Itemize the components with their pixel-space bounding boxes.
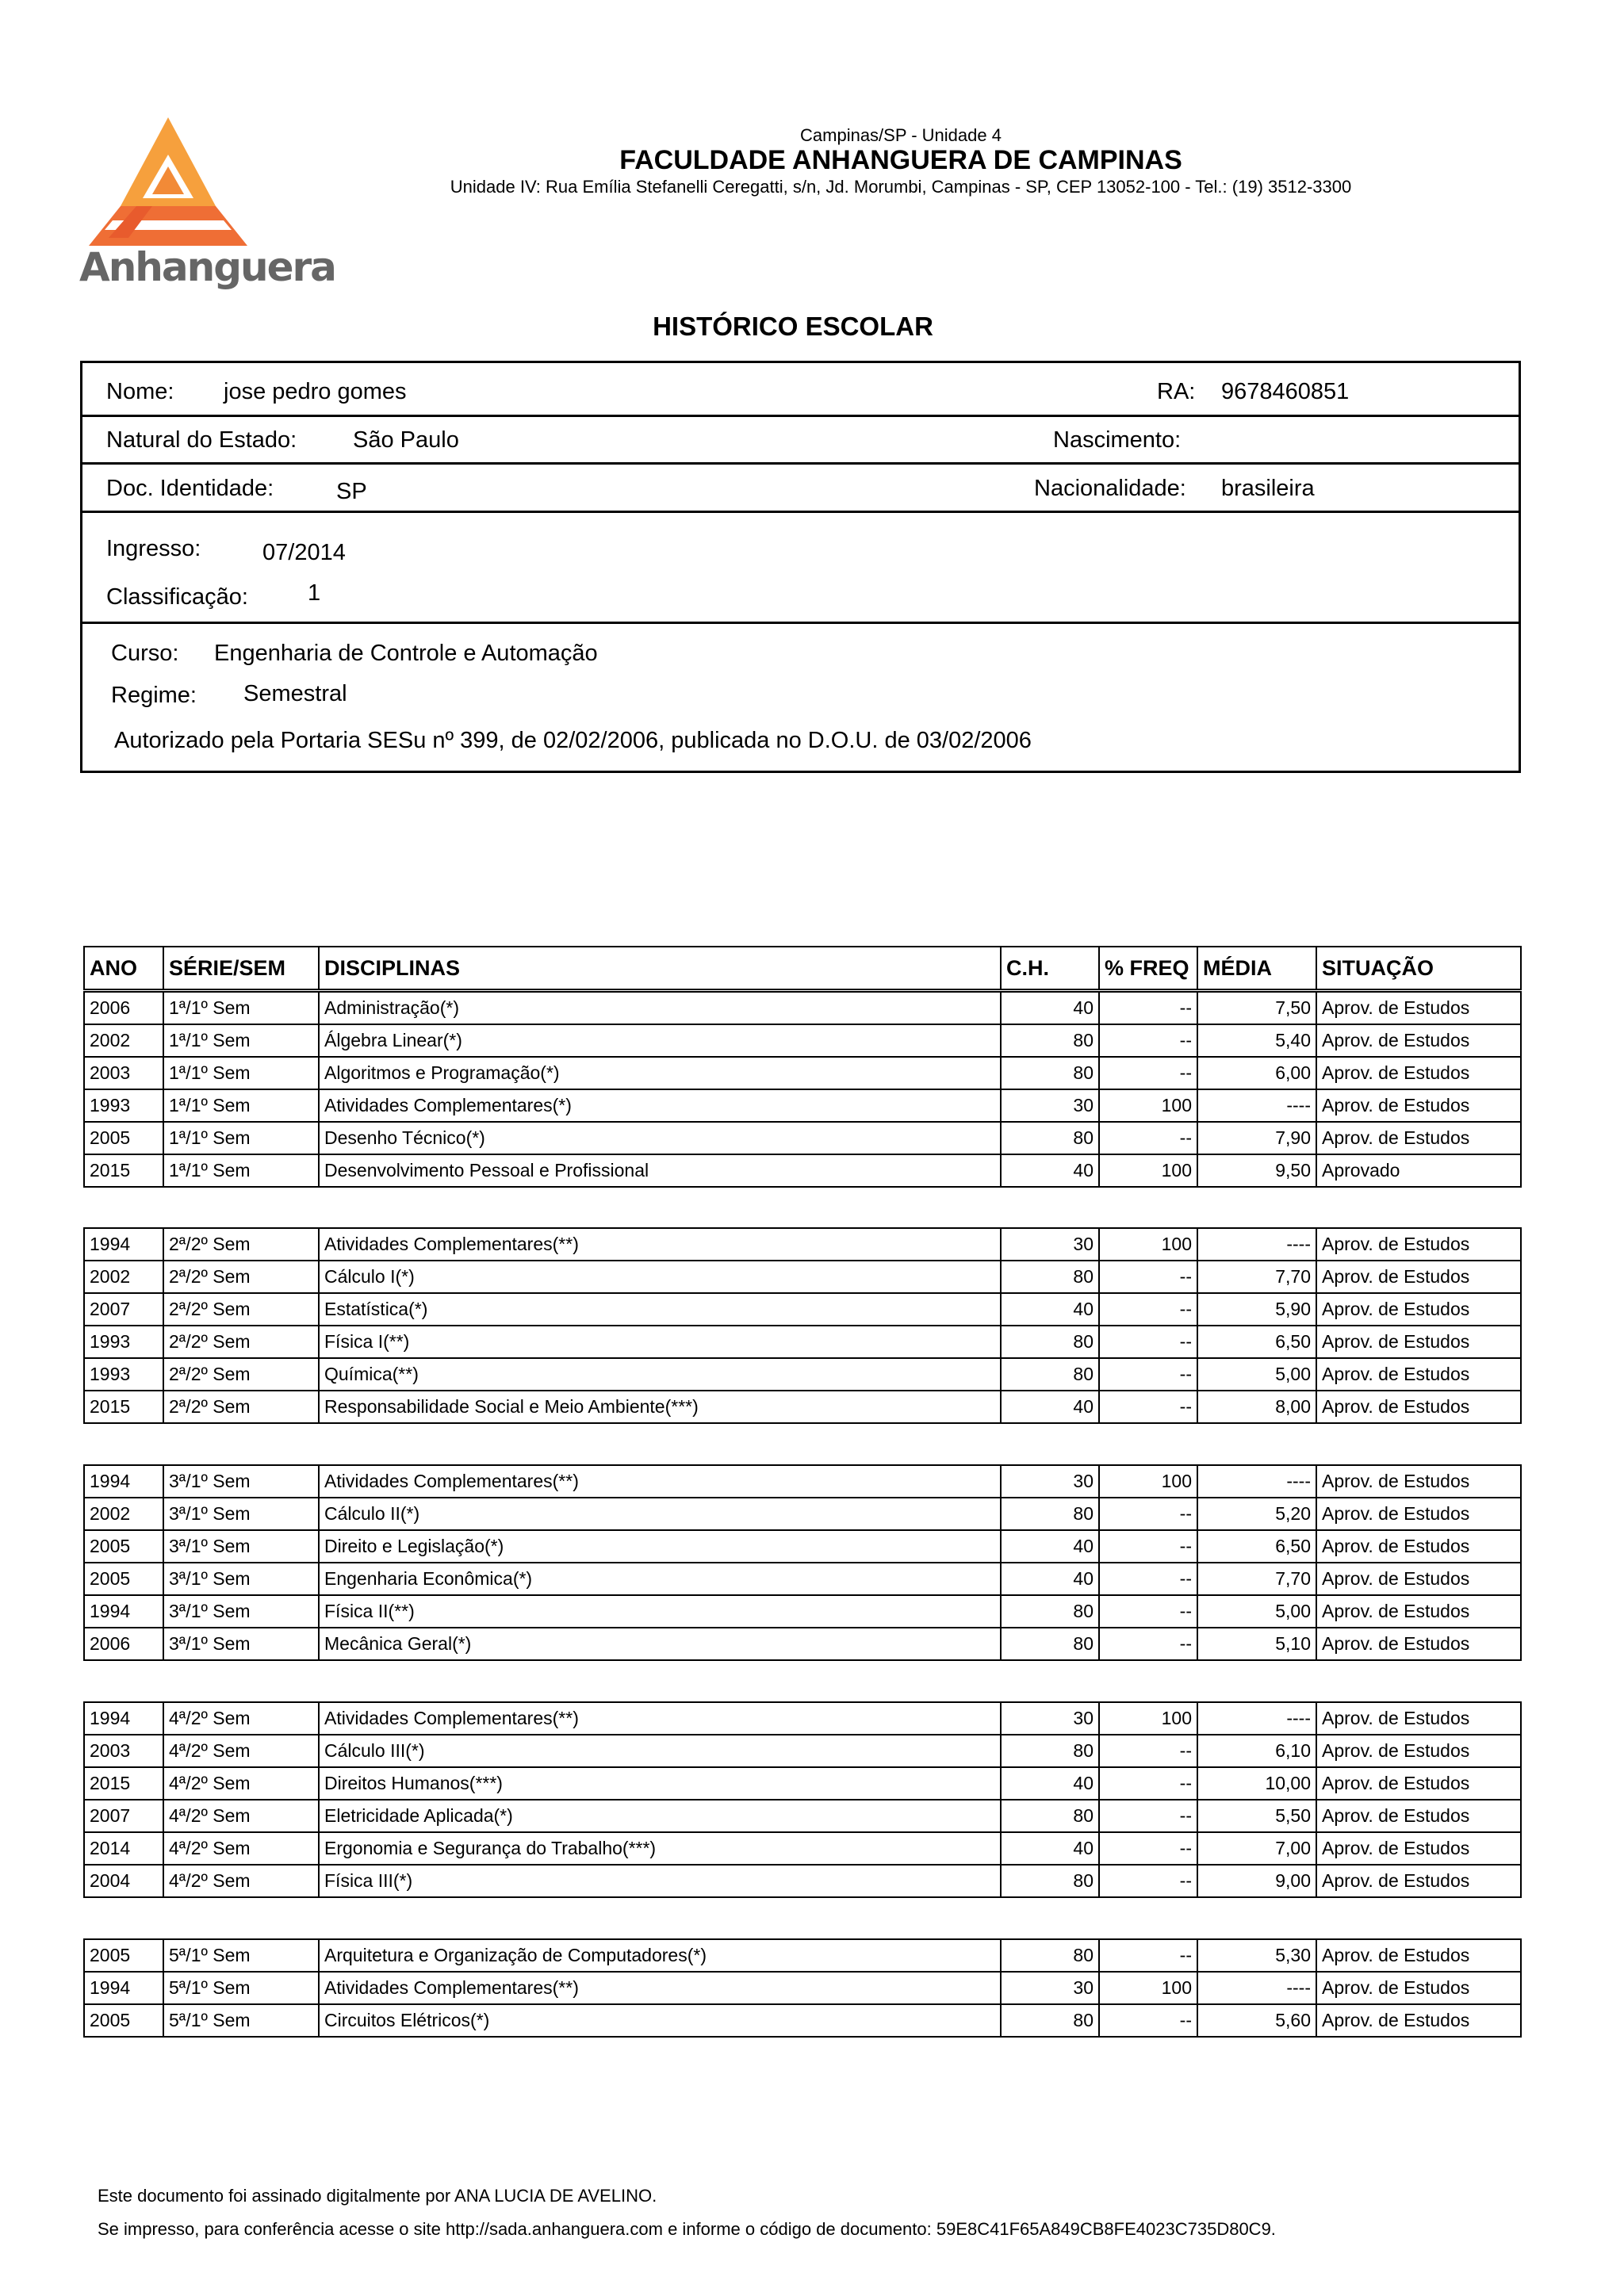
- cell-status: Aprov. de Estudos: [1316, 1391, 1521, 1423]
- cell-status: Aprov. de Estudos: [1316, 1498, 1521, 1530]
- cell-discipline: Administração(*): [319, 992, 1001, 1024]
- cell-attendance: --: [1099, 1939, 1197, 1972]
- cell-discipline: Física II(**): [319, 1595, 1001, 1628]
- cell-term: 4ª/2º Sem: [163, 1865, 319, 1897]
- cell-grade: 5,30: [1197, 1939, 1316, 1972]
- cell-year: 1994: [84, 1972, 163, 2004]
- cell-year: 2014: [84, 1832, 163, 1865]
- cell-discipline: Estatística(*): [319, 1293, 1001, 1326]
- cell-grade: 5,90: [1197, 1293, 1316, 1326]
- cell-grade: 5,10: [1197, 1628, 1316, 1660]
- cell-status: Aprov. de Estudos: [1316, 1358, 1521, 1391]
- table-row: [84, 1939, 1521, 1972]
- table-row: [84, 1057, 1521, 1089]
- cell-grade: ----: [1197, 1228, 1316, 1261]
- cell-discipline: Física III(*): [319, 1865, 1001, 1897]
- semester-group-4: [83, 1701, 1522, 1898]
- cell-term: 4ª/2º Sem: [163, 1800, 319, 1832]
- cell-term: 5ª/1º Sem: [163, 1939, 319, 1972]
- cell-status: Aprov. de Estudos: [1316, 1767, 1521, 1800]
- cell-grade: ----: [1197, 1972, 1316, 2004]
- semester-group-3: [83, 1464, 1522, 1661]
- cell-year: 2002: [84, 1024, 163, 1057]
- cell-term: 5ª/1º Sem: [163, 2004, 319, 2037]
- table-row: [84, 1154, 1521, 1187]
- cell-term: 1ª/1º Sem: [163, 1024, 319, 1057]
- cell-attendance: --: [1099, 2004, 1197, 2037]
- cell-year: 2005: [84, 1563, 163, 1595]
- cell-status: Aprov. de Estudos: [1316, 1057, 1521, 1089]
- cell-year: 1994: [84, 1465, 163, 1498]
- student-rank: 1: [308, 580, 321, 606]
- cell-discipline: Mecânica Geral(*): [319, 1628, 1001, 1660]
- cell-year: 1994: [84, 1702, 163, 1735]
- cell-discipline: Atividades Complementares(**): [319, 1702, 1001, 1735]
- cell-discipline: Engenharia Econômica(*): [319, 1563, 1001, 1595]
- cell-status: Aprov. de Estudos: [1316, 1939, 1521, 1972]
- cell-discipline: Direito e Legislação(*): [319, 1530, 1001, 1563]
- student-info-box: [80, 361, 1521, 773]
- cell-term: 4ª/2º Sem: [163, 1832, 319, 1865]
- cell-attendance: 100: [1099, 1702, 1197, 1735]
- table-row: [84, 1261, 1521, 1293]
- entry-label: Ingresso:: [106, 536, 201, 561]
- student-name: jose pedro gomes: [224, 379, 407, 404]
- cell-term: 2ª/2º Sem: [163, 1326, 319, 1358]
- cell-hours: 80: [1001, 1358, 1099, 1391]
- cell-attendance: --: [1099, 1832, 1197, 1865]
- cell-grade: 9,00: [1197, 1865, 1316, 1897]
- cell-hours: 40: [1001, 1293, 1099, 1326]
- cell-hours: 40: [1001, 1832, 1099, 1865]
- cell-status: Aprov. de Estudos: [1316, 1465, 1521, 1498]
- table-row: [84, 1628, 1521, 1660]
- cell-term: 3ª/1º Sem: [163, 1628, 319, 1660]
- cell-grade: 7,70: [1197, 1563, 1316, 1595]
- table-row: [84, 1702, 1521, 1735]
- cell-status: Aprov. de Estudos: [1316, 992, 1521, 1024]
- cell-year: 2007: [84, 1800, 163, 1832]
- cell-discipline: Algoritmos e Programação(*): [319, 1057, 1001, 1089]
- cell-attendance: --: [1099, 1563, 1197, 1595]
- cell-status: Aprov. de Estudos: [1316, 1628, 1521, 1660]
- table-row: [84, 1122, 1521, 1154]
- cell-status: Aprov. de Estudos: [1316, 1832, 1521, 1865]
- cell-status: Aprov. de Estudos: [1316, 1228, 1521, 1261]
- cell-status: Aprovado: [1316, 1154, 1521, 1187]
- cell-year: 2015: [84, 1391, 163, 1423]
- signature-note: Este documento foi assinado digitalmente por ANA LUCIA DE AVELINO.: [98, 2186, 657, 2206]
- cell-attendance: --: [1099, 1595, 1197, 1628]
- cell-discipline: Circuitos Elétricos(*): [319, 2004, 1001, 2037]
- cell-year: 2006: [84, 1628, 163, 1660]
- cell-grade: 10,00: [1197, 1767, 1316, 1800]
- cell-grade: 5,50: [1197, 1800, 1316, 1832]
- cell-grade: 5,00: [1197, 1358, 1316, 1391]
- cell-term: 2ª/2º Sem: [163, 1358, 319, 1391]
- cell-grade: ----: [1197, 1465, 1316, 1498]
- cell-status: Aprov. de Estudos: [1316, 1563, 1521, 1595]
- cell-hours: 80: [1001, 1261, 1099, 1293]
- table-row: [84, 1735, 1521, 1767]
- table-row: [84, 1972, 1521, 2004]
- cell-grade: 5,00: [1197, 1595, 1316, 1628]
- logo-wordmark: Anhanguera: [79, 244, 335, 290]
- cell-year: 1994: [84, 1595, 163, 1628]
- regime-label: Regime:: [111, 683, 197, 708]
- cell-term: 2ª/2º Sem: [163, 1293, 319, 1326]
- cell-grade: ----: [1197, 1089, 1316, 1122]
- cell-attendance: --: [1099, 1628, 1197, 1660]
- cell-hours: 40: [1001, 1530, 1099, 1563]
- cell-term: 3ª/1º Sem: [163, 1595, 319, 1628]
- table-row: [84, 1228, 1521, 1261]
- cell-hours: 40: [1001, 992, 1099, 1024]
- cell-year: 2003: [84, 1735, 163, 1767]
- cell-attendance: --: [1099, 1261, 1197, 1293]
- table-row: [84, 1800, 1521, 1832]
- cell-hours: 80: [1001, 1122, 1099, 1154]
- cell-status: Aprov. de Estudos: [1316, 1800, 1521, 1832]
- cell-grade: 6,50: [1197, 1530, 1316, 1563]
- cell-discipline: Desenho Técnico(*): [319, 1122, 1001, 1154]
- cell-status: Aprov. de Estudos: [1316, 2004, 1521, 2037]
- cell-discipline: Responsabilidade Social e Meio Ambiente(***): [319, 1391, 1001, 1423]
- cell-grade: 7,00: [1197, 1832, 1316, 1865]
- cell-status: Aprov. de Estudos: [1316, 1089, 1521, 1122]
- cell-year: 2005: [84, 1122, 163, 1154]
- cell-term: 1ª/1º Sem: [163, 1154, 319, 1187]
- cell-year: 1993: [84, 1358, 163, 1391]
- cell-term: 3ª/1º Sem: [163, 1498, 319, 1530]
- cell-hours: 80: [1001, 1057, 1099, 1089]
- cell-hours: 80: [1001, 1865, 1099, 1897]
- cell-hours: 30: [1001, 1972, 1099, 2004]
- cell-year: 2002: [84, 1498, 163, 1530]
- table-row: [84, 992, 1521, 1024]
- cell-attendance: --: [1099, 1293, 1197, 1326]
- cell-term: 4ª/2º Sem: [163, 1735, 319, 1767]
- student-course: Engenharia de Controle e Automação: [214, 641, 598, 666]
- cell-discipline: Atividades Complementares(**): [319, 1228, 1001, 1261]
- cell-hours: 80: [1001, 1735, 1099, 1767]
- table-row: [84, 1595, 1521, 1628]
- column-header-hours: C.H.: [1001, 947, 1099, 989]
- cell-discipline: Química(**): [319, 1358, 1001, 1391]
- cell-term: 4ª/2º Sem: [163, 1702, 319, 1735]
- student-ra: 9678460851: [1221, 379, 1350, 404]
- cell-status: Aprov. de Estudos: [1316, 1122, 1521, 1154]
- state-label: Natural do Estado:: [106, 427, 297, 453]
- cell-attendance: --: [1099, 1391, 1197, 1423]
- cell-year: 2015: [84, 1154, 163, 1187]
- cell-hours: 30: [1001, 1702, 1099, 1735]
- cell-hours: 80: [1001, 1595, 1099, 1628]
- cell-year: 2007: [84, 1293, 163, 1326]
- cell-term: 3ª/1º Sem: [163, 1563, 319, 1595]
- divider: [82, 415, 1519, 417]
- cell-hours: 30: [1001, 1465, 1099, 1498]
- cell-term: 2ª/2º Sem: [163, 1261, 319, 1293]
- cell-hours: 40: [1001, 1154, 1099, 1187]
- cell-attendance: --: [1099, 1358, 1197, 1391]
- course-label: Curso:: [111, 641, 179, 666]
- table-row: [84, 1832, 1521, 1865]
- divider: [82, 462, 1519, 465]
- cell-term: 1ª/1º Sem: [163, 1122, 319, 1154]
- cell-status: Aprov. de Estudos: [1316, 1595, 1521, 1628]
- cell-year: 2006: [84, 992, 163, 1024]
- cell-grade: 5,40: [1197, 1024, 1316, 1057]
- cell-status: Aprov. de Estudos: [1316, 1024, 1521, 1057]
- cell-discipline: Eletricidade Aplicada(*): [319, 1800, 1001, 1832]
- cell-hours: 80: [1001, 1498, 1099, 1530]
- cell-year: 1993: [84, 1326, 163, 1358]
- cell-status: Aprov. de Estudos: [1316, 1972, 1521, 2004]
- cell-term: 5ª/1º Sem: [163, 1972, 319, 2004]
- cell-status: Aprov. de Estudos: [1316, 1702, 1521, 1735]
- table-row: [84, 1498, 1521, 1530]
- table-row: [84, 1326, 1521, 1358]
- cell-attendance: --: [1099, 1735, 1197, 1767]
- student-state: São Paulo: [353, 427, 459, 453]
- cell-grade: 9,50: [1197, 1154, 1316, 1187]
- cell-attendance: 100: [1099, 1154, 1197, 1187]
- cell-attendance: 100: [1099, 1089, 1197, 1122]
- cell-term: 4ª/2º Sem: [163, 1767, 319, 1800]
- cell-hours: 40: [1001, 1767, 1099, 1800]
- table-row: [84, 1024, 1521, 1057]
- document-title: HISTÓRICO ESCOLAR: [653, 312, 933, 341]
- cell-grade: 5,60: [1197, 2004, 1316, 2037]
- cell-attendance: --: [1099, 1800, 1197, 1832]
- id-label: Doc. Identidade:: [106, 476, 274, 501]
- cell-grade: 6,50: [1197, 1326, 1316, 1358]
- student-entry: 07/2014: [262, 540, 346, 565]
- cell-year: 2005: [84, 1530, 163, 1563]
- cell-hours: 40: [1001, 1563, 1099, 1595]
- cell-attendance: --: [1099, 1122, 1197, 1154]
- name-label: Nome:: [106, 379, 174, 404]
- cell-discipline: Atividades Complementares(*): [319, 1089, 1001, 1122]
- cell-hours: 80: [1001, 1939, 1099, 1972]
- institution-name: FACULDADE ANHANGUERA DE CAMPINAS: [619, 145, 1182, 175]
- column-header-term: SÉRIE/SEM: [163, 947, 319, 989]
- cell-status: Aprov. de Estudos: [1316, 1326, 1521, 1358]
- rank-label: Classificação:: [106, 584, 248, 610]
- nationality-label: Nacionalidade:: [1034, 476, 1186, 501]
- column-header-year: ANO: [84, 947, 163, 989]
- institution-address: Unidade IV: Rua Emília Stefanelli Ceregatti, s/n, Jd. Morumbi, Campinas - SP, CEP 13052-100 - Tel.: (19) 3512-3300: [450, 177, 1352, 197]
- cell-term: 2ª/2º Sem: [163, 1228, 319, 1261]
- cell-discipline: Atividades Complementares(**): [319, 1465, 1001, 1498]
- cell-discipline: Física I(**): [319, 1326, 1001, 1358]
- cell-term: 2ª/2º Sem: [163, 1391, 319, 1423]
- cell-attendance: 100: [1099, 1465, 1197, 1498]
- cell-attendance: 100: [1099, 1972, 1197, 2004]
- cell-discipline: Cálculo III(*): [319, 1735, 1001, 1767]
- cell-status: Aprov. de Estudos: [1316, 1261, 1521, 1293]
- cell-term: 1ª/1º Sem: [163, 1057, 319, 1089]
- birth-label: Nascimento:: [1053, 427, 1182, 453]
- cell-attendance: --: [1099, 1326, 1197, 1358]
- cell-grade: 7,50: [1197, 992, 1316, 1024]
- semester-group-1: [83, 991, 1522, 1188]
- cell-term: 3ª/1º Sem: [163, 1465, 319, 1498]
- column-header-discipline: DISCIPLINAS: [319, 947, 1001, 989]
- cell-year: 2002: [84, 1261, 163, 1293]
- cell-hours: 80: [1001, 1800, 1099, 1832]
- cell-grade: 6,10: [1197, 1735, 1316, 1767]
- table-row: [84, 1767, 1521, 1800]
- cell-hours: 80: [1001, 1628, 1099, 1660]
- cell-discipline: Arquitetura e Organização de Computadores(*): [319, 1939, 1001, 1972]
- cell-discipline: Desenvolvimento Pessoal e Profissional: [319, 1154, 1001, 1187]
- semester-group-2: [83, 1227, 1522, 1424]
- cell-grade: 8,00: [1197, 1391, 1316, 1423]
- cell-status: Aprov. de Estudos: [1316, 1293, 1521, 1326]
- cell-grade: 7,90: [1197, 1122, 1316, 1154]
- divider: [82, 622, 1519, 624]
- table-row: [84, 1089, 1521, 1122]
- cell-discipline: Álgebra Linear(*): [319, 1024, 1001, 1057]
- cell-grade: 5,20: [1197, 1498, 1316, 1530]
- column-header-attendance: % FREQ: [1099, 947, 1197, 989]
- cell-year: 2003: [84, 1057, 163, 1089]
- table-row: [84, 1865, 1521, 1897]
- cell-status: Aprov. de Estudos: [1316, 1735, 1521, 1767]
- cell-discipline: Cálculo II(*): [319, 1498, 1001, 1530]
- student-nationality: brasileira: [1221, 476, 1315, 501]
- cell-hours: 80: [1001, 1326, 1099, 1358]
- cell-hours: 80: [1001, 2004, 1099, 2037]
- cell-discipline: Cálculo I(*): [319, 1261, 1001, 1293]
- grades-header-table: [83, 946, 1522, 990]
- cell-discipline: Atividades Complementares(**): [319, 1972, 1001, 2004]
- cell-term: 1ª/1º Sem: [163, 1089, 319, 1122]
- cell-year: 1994: [84, 1228, 163, 1261]
- cell-year: 2004: [84, 1865, 163, 1897]
- table-row: [84, 1293, 1521, 1326]
- column-header-status: SITUAÇÃO: [1316, 947, 1521, 989]
- cell-hours: 40: [1001, 1391, 1099, 1423]
- cell-attendance: --: [1099, 1024, 1197, 1057]
- cell-discipline: Direitos Humanos(***): [319, 1767, 1001, 1800]
- table-row: [84, 1530, 1521, 1563]
- cell-status: Aprov. de Estudos: [1316, 1530, 1521, 1563]
- cell-grade: 7,70: [1197, 1261, 1316, 1293]
- cell-hours: 30: [1001, 1228, 1099, 1261]
- cell-attendance: --: [1099, 1057, 1197, 1089]
- table-row: [84, 1358, 1521, 1391]
- cell-attendance: --: [1099, 1865, 1197, 1897]
- cell-attendance: --: [1099, 1530, 1197, 1563]
- cell-year: 2005: [84, 2004, 163, 2037]
- table-row: [84, 1465, 1521, 1498]
- campus-line: Campinas/SP - Unidade 4: [800, 125, 1002, 145]
- table-row: [84, 1391, 1521, 1423]
- cell-attendance: 100: [1099, 1228, 1197, 1261]
- cell-attendance: --: [1099, 1767, 1197, 1800]
- ra-label: RA:: [1157, 379, 1196, 404]
- cell-hours: 30: [1001, 1089, 1099, 1122]
- student-regime: Semestral: [243, 681, 347, 706]
- table-row: [84, 1563, 1521, 1595]
- cell-year: 1993: [84, 1089, 163, 1122]
- verification-note: Se impresso, para conferência acesse o site http://sada.anhanguera.com e informe o código de documento: 59E8C41F65A849CB8FE4023C735D80C9.: [98, 2219, 1276, 2239]
- divider: [82, 511, 1519, 513]
- cell-term: 3ª/1º Sem: [163, 1530, 319, 1563]
- cell-attendance: --: [1099, 1498, 1197, 1530]
- cell-hours: 80: [1001, 1024, 1099, 1057]
- cell-attendance: --: [1099, 992, 1197, 1024]
- cell-status: Aprov. de Estudos: [1316, 1865, 1521, 1897]
- course-authorization: Autorizado pela Portaria SESu nº 399, de 02/02/2006, publicada no D.O.U. de 03/02/2006: [114, 728, 1032, 753]
- cell-year: 2005: [84, 1939, 163, 1972]
- cell-grade: ----: [1197, 1702, 1316, 1735]
- student-id: SP: [336, 479, 367, 504]
- cell-year: 2015: [84, 1767, 163, 1800]
- cell-grade: 6,00: [1197, 1057, 1316, 1089]
- cell-term: 1ª/1º Sem: [163, 992, 319, 1024]
- cell-discipline: Ergonomia e Segurança do Trabalho(***): [319, 1832, 1001, 1865]
- column-header-grade: MÉDIA: [1197, 947, 1316, 989]
- table-row: [84, 2004, 1521, 2037]
- semester-group-5: [83, 1938, 1522, 2038]
